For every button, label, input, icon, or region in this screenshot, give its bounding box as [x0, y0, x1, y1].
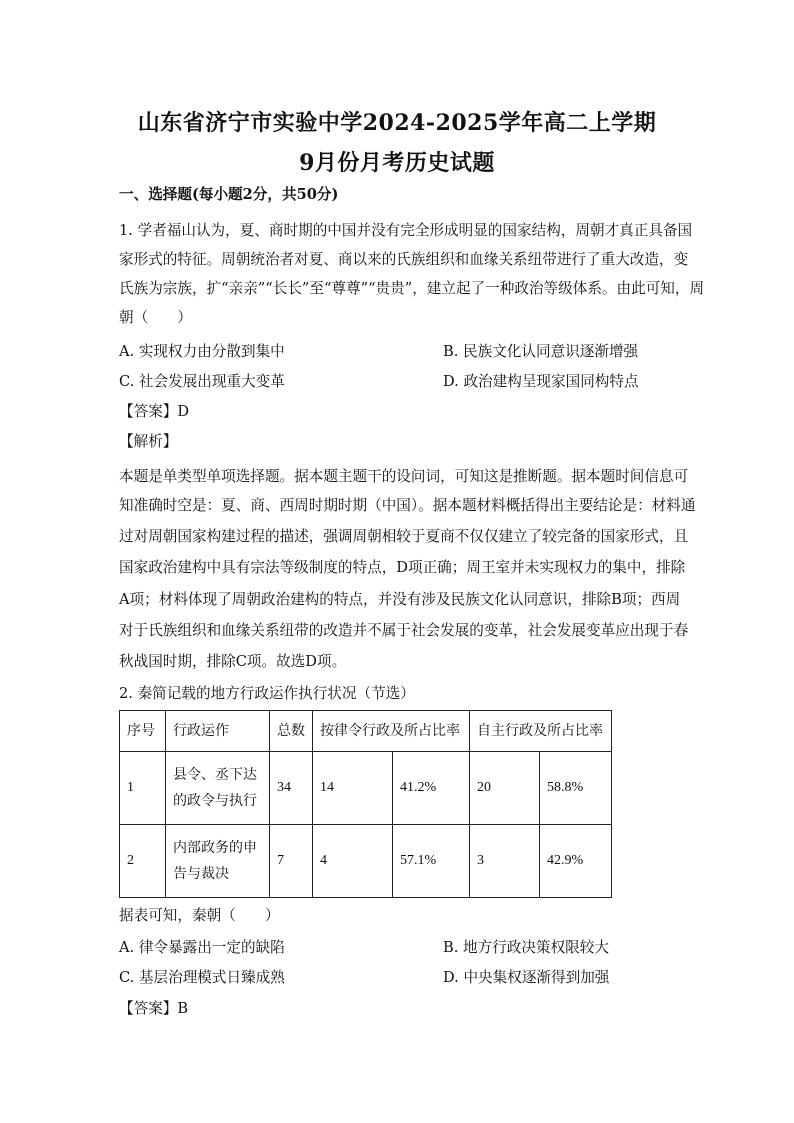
document-title-line1: 山东省济宁市实验中学2024-2025学年高二上学期: [137, 110, 657, 136]
q2-option-d: D. 中央集权逐渐得到加强: [443, 969, 610, 986]
q1-option-b: B. 民族文化认同意识逐渐增强: [443, 343, 639, 360]
table-row: [120, 752, 612, 825]
q2-answer: 【答案】B: [119, 1000, 189, 1017]
table-row: [120, 825, 612, 898]
table-cell-no: 1: [120, 752, 166, 825]
table-cell-operation: [166, 752, 270, 825]
q1-stem-line: 家形式的特征。周朝统治者对夏、商以来的氏族组织和血缘关系纽带进行了重大改造，变: [119, 251, 689, 268]
operation-text-line: 告与裁决: [173, 866, 229, 882]
table-cell-no: 2: [120, 825, 166, 898]
q1-analysis-line: 知准确时空是：夏、商、西周时期时期（中国）。据本题材料概括得出主要结论是：材料通: [119, 497, 696, 514]
operation-text-line: 的政令与执行: [173, 793, 257, 809]
q1-analysis-line: 过对周朝国家构建过程的描述，强调周朝相较于夏商不仅仅建立了较完备的国家形式，且: [119, 528, 689, 545]
q1-option-d: D. 政治建构呈现家国同构特点: [443, 373, 639, 390]
table-cell-law-ratio: 41.2%: [393, 752, 470, 825]
table-cell-operation: [166, 825, 270, 898]
q1-analysis-line: 本题是单类型单项选择题。据本题主题干的设问词，可知这是推断题。据本题时间信息可: [119, 468, 689, 485]
document-title-line2: 9月份月考历史试题: [299, 150, 495, 176]
table-cell-total: 7: [270, 825, 313, 898]
table-cell-self-ratio: 42.9%: [540, 825, 612, 898]
q1-analysis-line: A项；材料体现了周朝政治建构的特点，并没有涉及民族文化认同意识，排除B项；西周: [119, 591, 681, 608]
q2-option-c: C. 基层治理模式日臻成熟: [119, 969, 285, 986]
table-header-row: [120, 711, 612, 752]
table-header-cell: 自主行政及所占比率: [470, 711, 612, 752]
section-heading: 一、选择题(每小题2分，共50分): [119, 186, 339, 203]
table-cell-law-count: 4: [313, 825, 393, 898]
table-header-cell: 序号: [120, 711, 166, 752]
q2-option-a: A. 律令暴露出一定的缺陷: [119, 939, 285, 956]
q1-stem-line: 1. 学者福山认为，夏、商时期的中国并没有完全形成明显的国家结构，周朝才真正具备国: [119, 222, 693, 239]
q2-data-table: [119, 710, 612, 898]
q2-stem: 2. 秦简记载的地方行政运作执行状况（节选）: [119, 685, 415, 702]
operation-text-line: 县令、丞下达: [173, 767, 257, 783]
q1-answer: 【答案】D: [119, 403, 190, 420]
q1-stem-line: 氏族为宗族，扩“亲亲”“长长”至“尊尊”“贵贵”，建立起了一种政治等级体系。由此可知，周: [119, 280, 705, 297]
q1-analysis-line: 国家政治建构中具有宗法等级制度的特点，D项正确；周王室并未实现权力的集中，排除: [119, 559, 686, 576]
q1-analysis-line: 对于氏族组织和血缘关系纽带的改造并不属于社会发展的变革，社会发展变革应出现于春: [119, 622, 689, 639]
table-header-cell: 行政运作: [166, 711, 270, 752]
q1-option-c: C. 社会发展出现重大变革: [119, 373, 285, 390]
table-header-cell: 按律令行政及所占比率: [313, 711, 470, 752]
table-cell-law-count: 14: [313, 752, 393, 825]
q2-option-b: B. 地方行政决策权限较大: [443, 939, 609, 956]
table-cell-self-count: 20: [470, 752, 540, 825]
q2-question: 据表可知，秦朝（ ）: [119, 907, 280, 924]
table-cell-total: 34: [270, 752, 313, 825]
table-cell-self-count: 3: [470, 825, 540, 898]
table-cell-law-ratio: 57.1%: [393, 825, 470, 898]
table-cell-self-ratio: 58.8%: [540, 752, 612, 825]
q1-option-a: A. 实现权力由分散到集中: [119, 343, 285, 360]
q1-stem-line: 朝（ ）: [119, 309, 192, 326]
q1-analysis-label: 【解析】: [119, 433, 178, 450]
table-header-cell: 总数: [270, 711, 313, 752]
operation-text-line: 内部政务的申: [173, 840, 257, 856]
q1-analysis-line: 秋战国时期，排除C项。故选D项。: [119, 653, 347, 670]
